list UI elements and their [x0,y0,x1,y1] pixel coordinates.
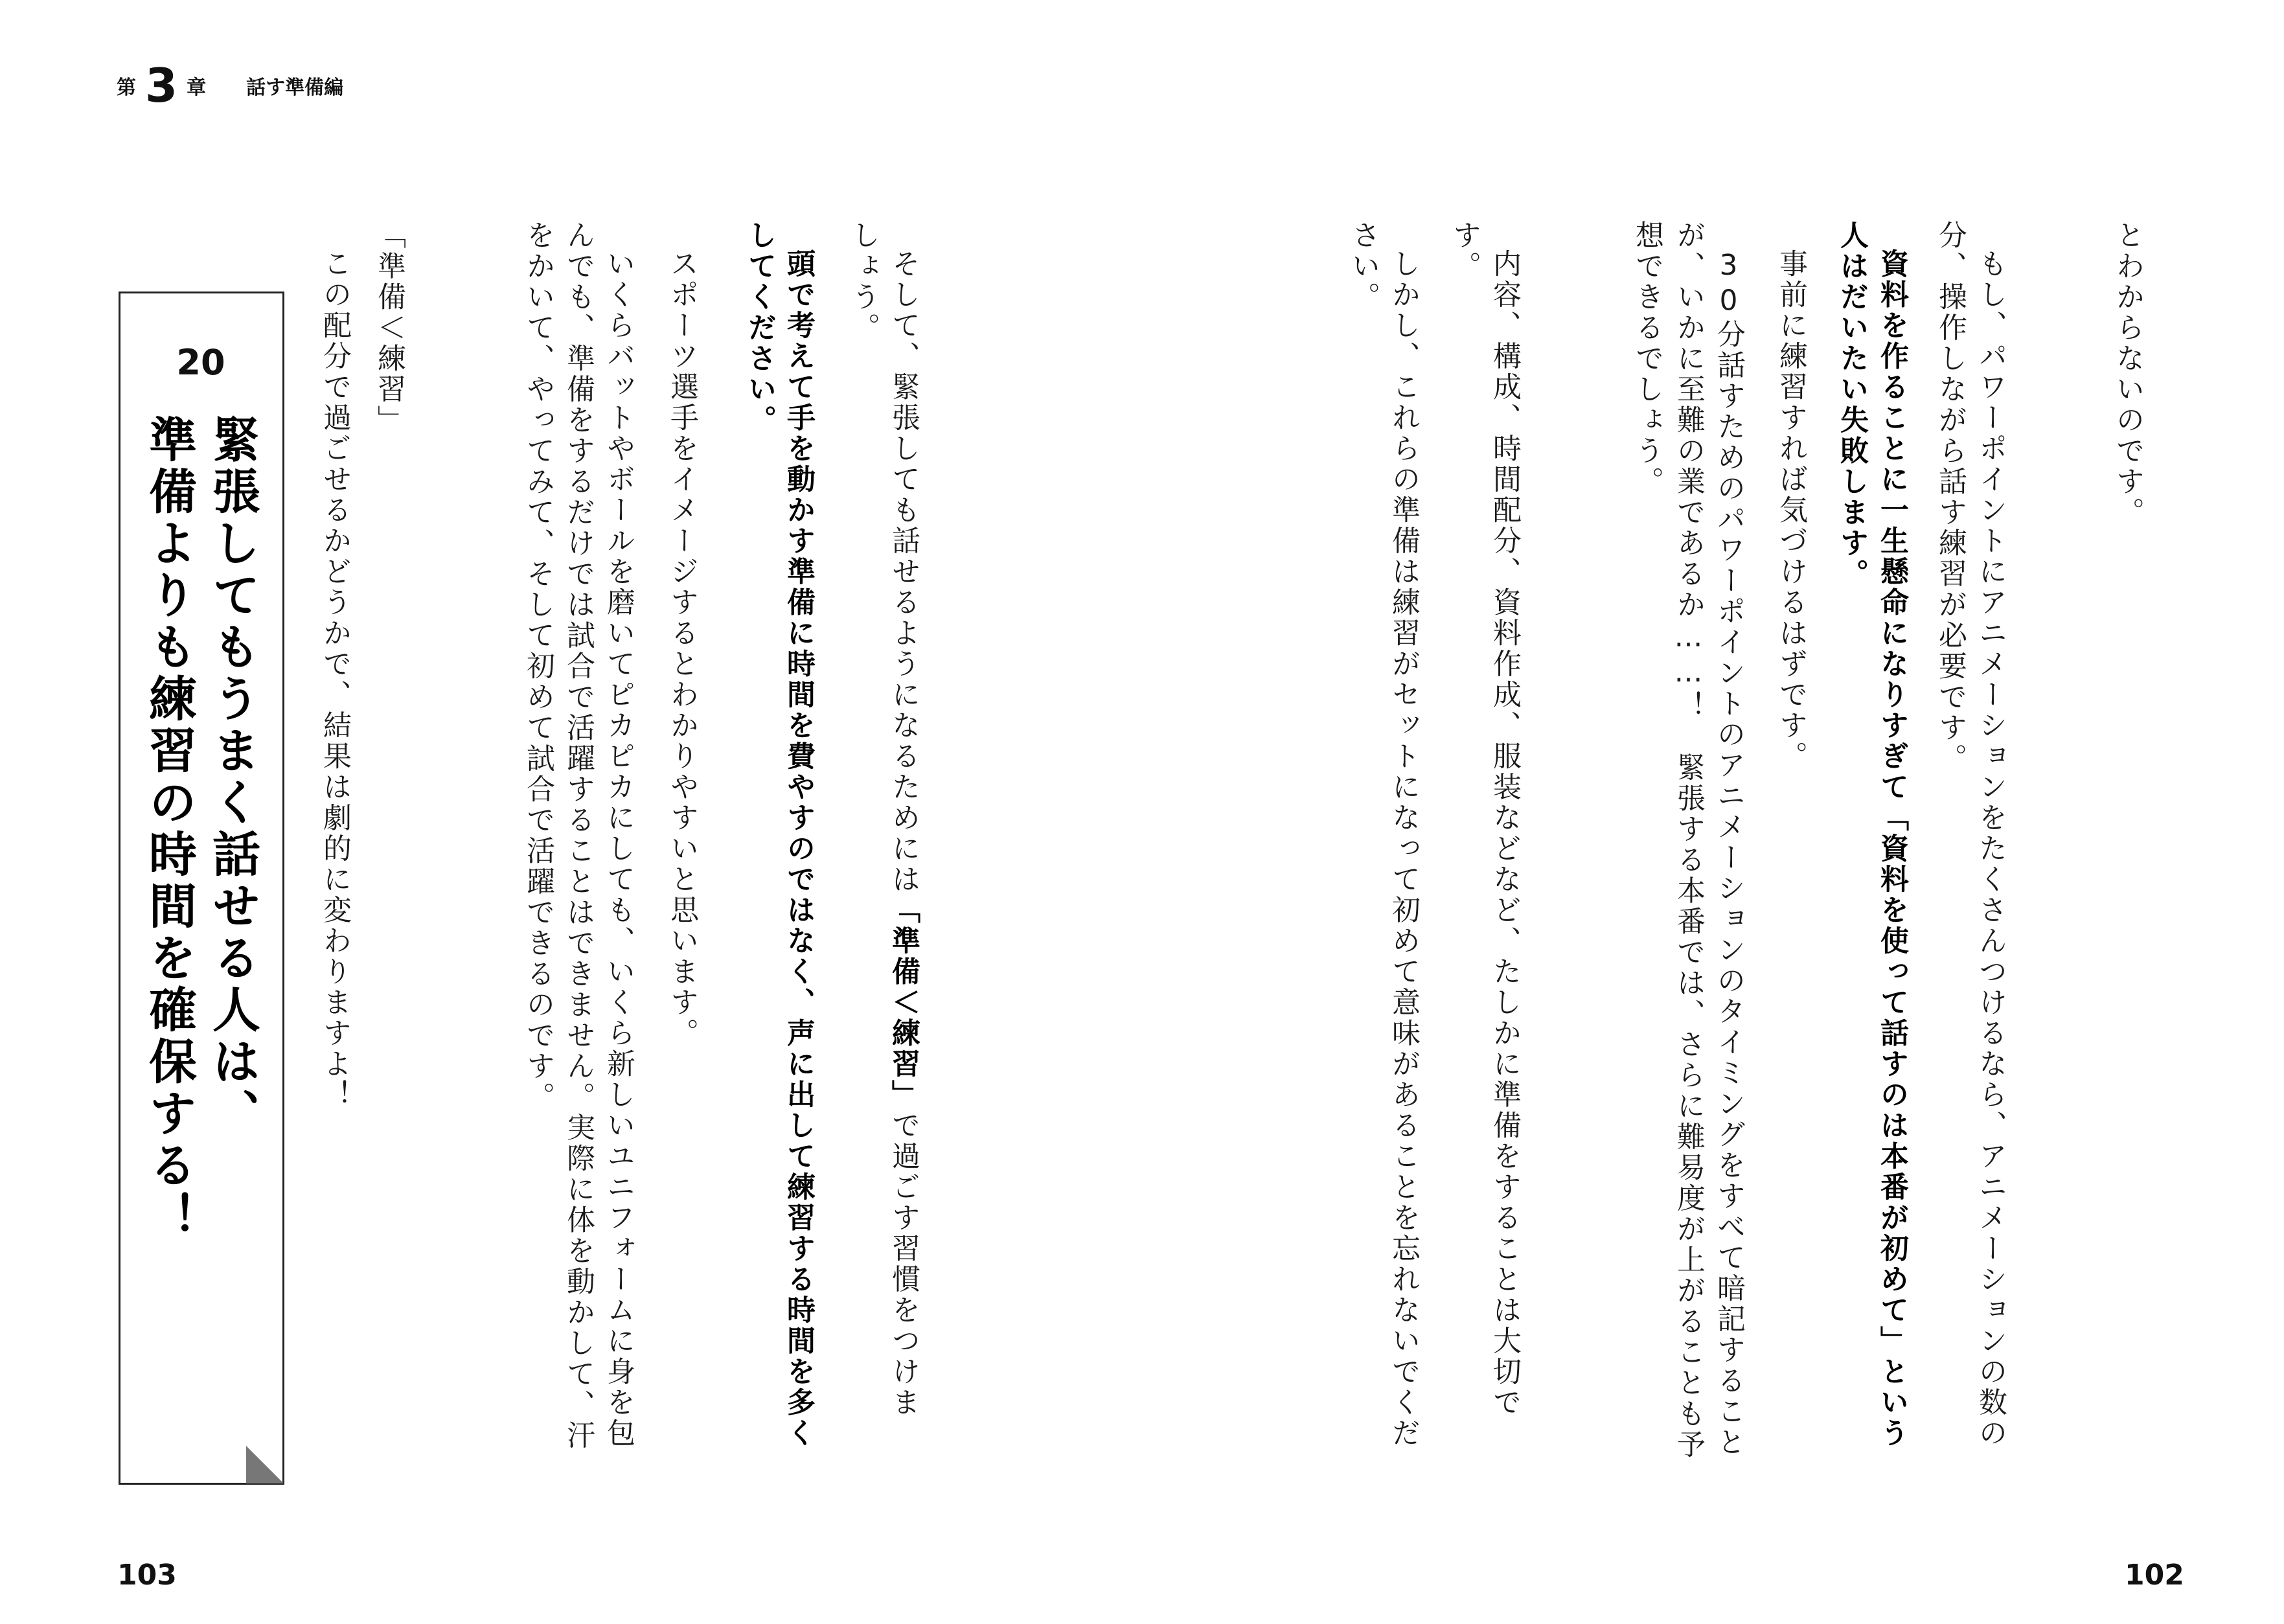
heading-number: 20 [176,342,225,383]
text-column [1387,249,1420,1449]
text-column [847,220,880,343]
body-text: す。 [1448,220,1481,282]
text-column [1974,249,2007,1449]
body-text: とわからないのです。 [2111,220,2144,528]
bold-text: 頭で考えて手を動かす準備に時間を費やすのではなく、声に出して練習する時間を多く [782,249,815,1449]
chapter-prefix: 第 [117,76,136,99]
text-column [523,220,552,1113]
body-text: で過ごす習慣をつけま [887,1110,920,1418]
text-column [318,249,351,1110]
heading-line-1: 緊張してもうまく話せる人は、 [205,415,260,1140]
bold-text: してください。 [743,220,776,436]
text-column [374,220,403,436]
chapter-header [117,58,344,113]
text-column [782,249,815,1449]
body-text: んでも、準備をするだけでは試合で活躍することはできません。実際に体を動かして、汗 [562,220,595,1451]
body-text: スポーツ選手をイメージするとわかりやすいと思います。 [665,249,698,1049]
body-text: いくらバットやボールを磨いてピカピカにしても、いくら新しいユニフォームに身を包 [602,249,635,1449]
body-text: 「準備＜練習」 [372,220,405,436]
text-column [1448,220,1481,282]
page-number-right: 102 [2125,1559,2184,1592]
body-text: 事前に練習すれば気づけるはずです。 [1774,249,1807,772]
body-text: 30分話すためのパワーポイントのアニメーションのタイミングをすべて暗記すること [1712,249,1745,1458]
text-column [602,249,635,1449]
chapter-number: 3 [145,58,178,113]
bold-text: 「準備＜練習」 [887,895,920,1110]
chapter-title: 話す準備編 [246,76,344,99]
bold-text: 人はだいたい失敗します。 [1835,220,1868,589]
text-column [1877,249,1906,1449]
body-text: もし、パワーポイントにアニメーションをたくさんつけるなら、アニメーションの数の [1974,249,2007,1449]
text-column [1712,249,1745,1458]
folded-corner [246,1446,284,1483]
body-text: 分、操作しながら話す練習が必要です。 [1934,220,1967,774]
body-text: この配分で過ごせるかどうかで、結果は劇的に変わりますよ！ [318,249,351,1110]
text-column [1672,220,1705,1460]
body-text: さい。 [1347,220,1380,313]
body-text: しかし、これらの準備は練習がセットになって初めて意味があることを忘れないでくだ [1387,249,1420,1449]
text-column [562,220,595,1451]
text-column [887,249,920,1418]
page-number-left: 103 [117,1559,177,1592]
body-text: 内容、構成、時間配分、資料作成、服装などなど、たしかに準備をすることは大切で [1488,249,1521,1418]
body-text: しょう。 [847,220,880,343]
body-text: 想できるでしょう。 [1630,220,1663,497]
text-column [1488,249,1521,1418]
text-column [1837,220,1866,589]
text-column [1632,220,1661,497]
chapter-suffix: 章 [187,76,207,99]
text-column [2111,220,2144,528]
body-text: そして、緊張しても話せるようになるためには [887,249,920,895]
bold-text: 資料を作ることに一生懸命になりすぎて「資料を使って話すのは本番が初めて」という [1875,249,1908,1449]
text-column [1934,220,1967,774]
text-column [1776,249,1805,772]
text-column [667,249,696,1049]
heading-line-2: 準備よりも練習の時間を確保する！ [141,415,197,1244]
body-text: をかいて、やってみて、そして初めて試合で活躍できるのです。 [521,220,554,1113]
body-text: が、いかに至難の業であるか……！ 緊張する本番では、さらに難易度が上がることも予 [1672,220,1705,1460]
text-column [1347,220,1380,313]
text-column [743,220,776,436]
